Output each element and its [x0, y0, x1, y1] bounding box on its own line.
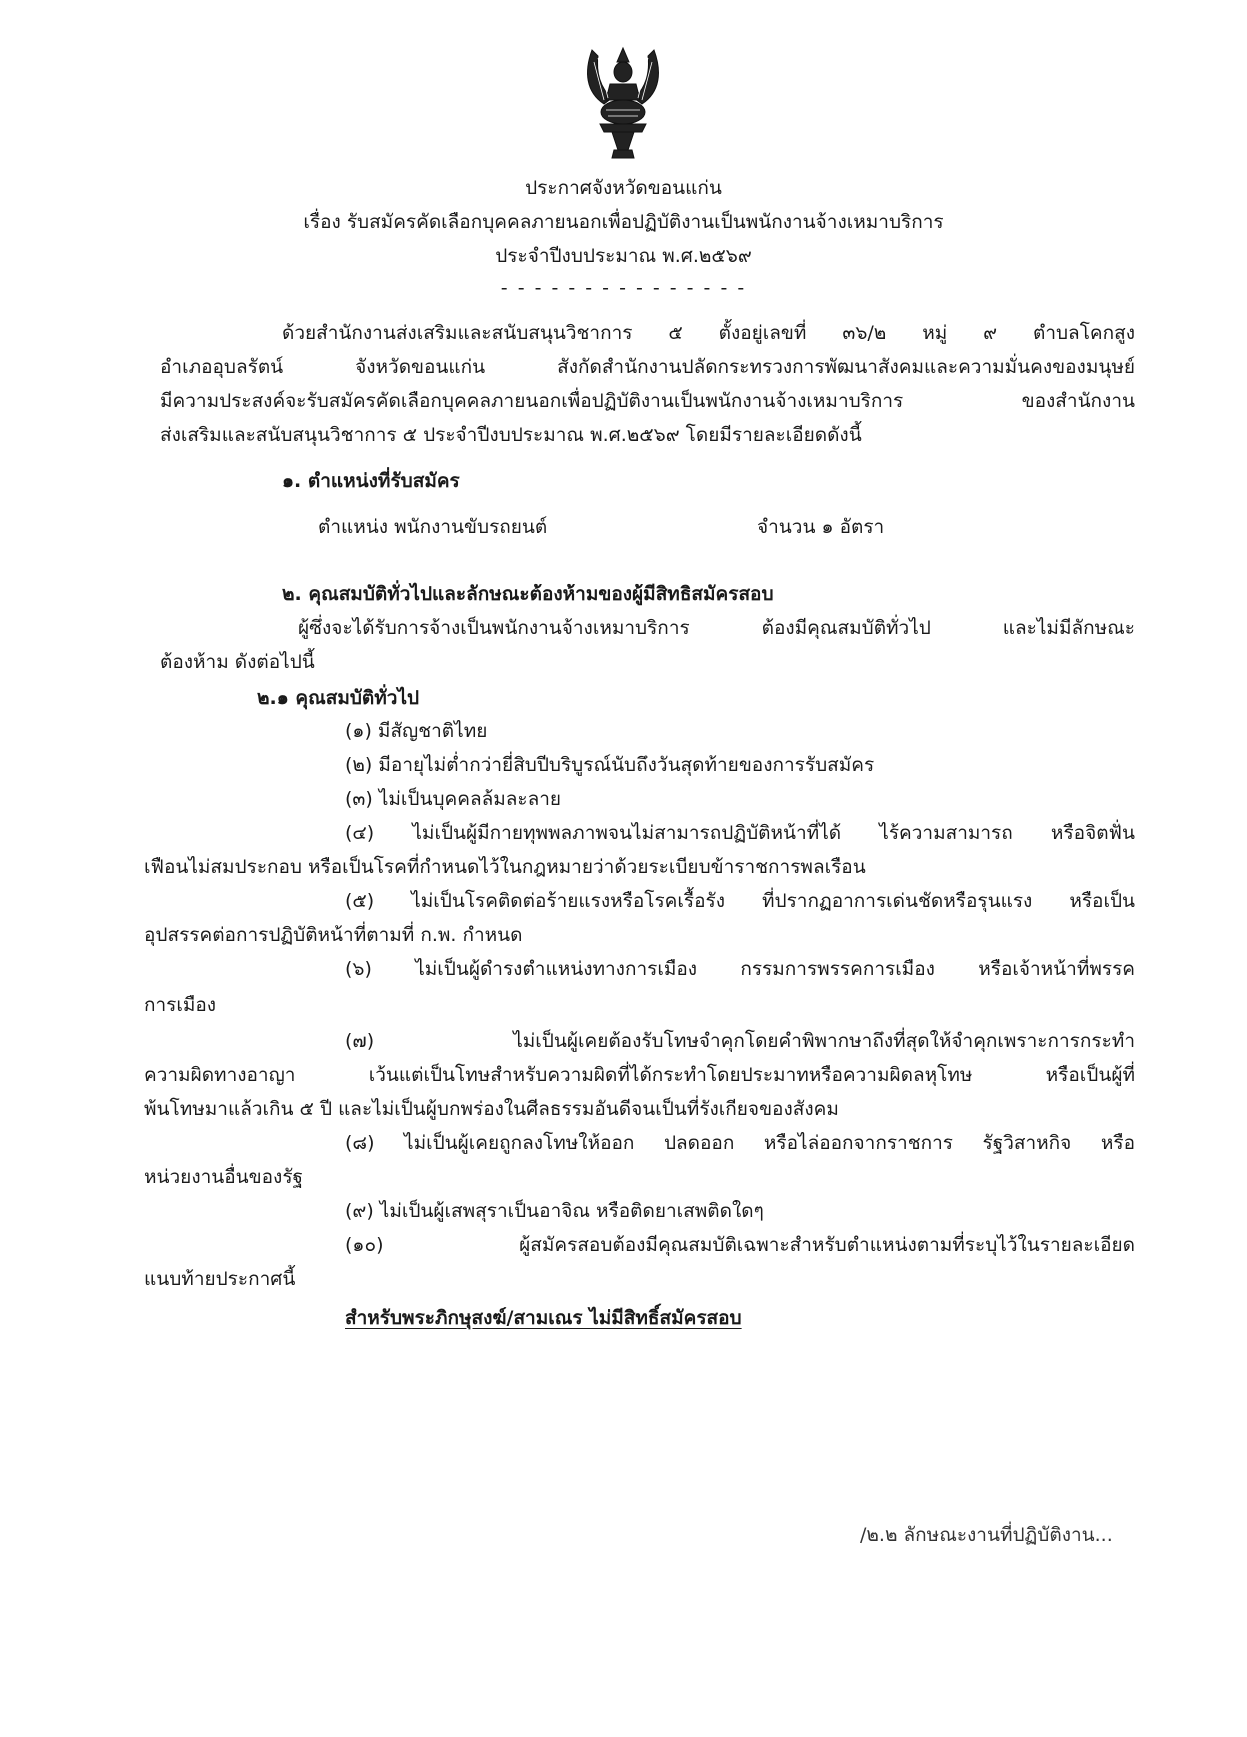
- intro-line-1: ด้วยสำนักงานส่งเสริมและสนับสนุนวิชาการ ๕ ตั้งอยู่เลขที่ ๓๖/๒ หมู่ ๙ ตำบลโคกสูง: [282, 322, 1135, 344]
- qualification-item-4: (๔) ไม่เป็นผู้มีกายทุพพลภาพจนไม่สามารถปฏิบัติหน้าที่ได้ ไร้ความสามารถ หรือจิตฟั่น: [345, 822, 1135, 844]
- intro-line-4: ส่งเสริมและสนับสนุนวิชาการ ๕ ประจำปีงบประมาณ พ.ศ.๒๕๖๙ โดยมีรายละเอียดดังนี้: [160, 424, 862, 446]
- qualification-item-9: (๙) ไม่เป็นผู้เสพสุราเป็นอาจิณ หรือติดยาเสพติดใดๆ: [345, 1200, 764, 1222]
- garuda-emblem-icon: [582, 42, 664, 160]
- qualification-item-3: (๓) ไม่เป็นบุคคลล้มละลาย: [345, 788, 562, 810]
- section-2-1-heading: ๒.๑ คุณสมบัติทั่วไป: [257, 687, 420, 709]
- section-2-intro-line-2: ต้องห้าม ดังต่อไปนี้: [160, 651, 315, 673]
- position-count: จำนวน ๑ อัตรา: [757, 516, 885, 538]
- qualification-item-2: (๒) มีอายุไม่ต่ำกว่ายี่สิบปีบริบูรณ์นับถึงวันสุดท้ายของการรับสมัคร: [345, 754, 875, 776]
- qualification-item-10: (๑๐) ผู้สมัครสอบต้องมีคุณสมบัติเฉพาะสำหรับตำแหน่งตามที่ระบุไว้ในรายละเอียด: [345, 1234, 1135, 1256]
- qualification-item-7: (๗) ไม่เป็นผู้เคยต้องรับโทษจำคุกโดยคำพิพากษาถึงที่สุดให้จำคุกเพราะการกระทำ: [345, 1030, 1135, 1052]
- intro-line-2: อำเภออุบลรัตน์ จังหวัดขอนแก่น สังกัดสำนักงานปลัดกระทรวงการพัฒนาสังคมและความมั่นคงของมนุษย์: [160, 356, 1135, 378]
- qualification-item-1: (๑) มีสัญชาติไทย: [345, 720, 488, 742]
- qualification-item-7-cont-2: พ้นโทษมาแล้วเกิน ๕ ปี และไม่เป็นผู้บกพร่องในศีลธรรมอันดีจนเป็นที่รังเกียจของสังคม: [144, 1098, 839, 1120]
- qualification-item-5-cont: อุปสรรคต่อการปฏิบัติหน้าที่ตามที่ ก.พ. กำหนด: [144, 924, 523, 946]
- announcement-subject: เรื่อง รับสมัครคัดเลือกบุคคลภายนอกเพื่อปฏิบัติงานเป็นพนักงานจ้างเหมาบริการ: [303, 211, 944, 233]
- intro-line-3: มีความประสงค์จะรับสมัครคัดเลือกบุคคลภายนอกเพื่อปฏิบัติงานเป็นพนักงานจ้างเหมาบริการ ของสำนักงาน: [160, 390, 1135, 412]
- position-name: ตำแหน่ง พนักงานขับรถยนต์: [318, 516, 548, 538]
- section-2-intro-line-1: ผู้ซึ่งจะได้รับการจ้างเป็นพนักงานจ้างเหมาบริการ ต้องมีคุณสมบัติทั่วไป และไม่มีลักษณะ: [298, 617, 1135, 639]
- scan-specks: [128, 72, 148, 122]
- qualification-item-6: (๖) ไม่เป็นผู้ดำรงตำแหน่งทางการเมือง กรรมการพรรคการเมือง หรือเจ้าหน้าที่พรรค: [345, 958, 1135, 980]
- announcement-title: ประกาศจังหวัดขอนแก่น: [525, 177, 722, 199]
- qualification-item-8-cont: หน่วยงานอื่นของรัฐ: [144, 1166, 304, 1188]
- section-2-heading: ๒. คุณสมบัติทั่วไปและลักษณะต้องห้ามของผู้มีสิทธิสมัครสอบ: [282, 583, 774, 605]
- section-1-heading: ๑. ตำแหน่งที่รับสมัคร: [282, 470, 460, 492]
- qualification-item-7-cont-1: ความผิดทางอาญา เว้นแต่เป็นโทษสำหรับความผิดที่ได้กระทำโดยประมาทหรือความผิดลหุโทษ หรือเป็นผู้ที่: [144, 1064, 1135, 1086]
- fiscal-year: ประจำปีงบประมาณ พ.ศ.๒๕๖๙: [495, 245, 752, 267]
- qualification-item-6-cont: การเมือง: [144, 994, 217, 1016]
- monk-notice: สำหรับพระภิกษุสงฆ์/สามเณร ไม่มีสิทธิ์สมัครสอบ: [345, 1307, 742, 1329]
- qualification-item-10-cont: แนบท้ายประกาศนี้: [144, 1268, 296, 1290]
- continuation-marker: /๒.๒ ลักษณะงานที่ปฏิบัติงาน...: [860, 1524, 1113, 1546]
- separator: - - - - - - - - - - - - - - -: [500, 277, 747, 299]
- qualification-item-8: (๘) ไม่เป็นผู้เคยถูกลงโทษให้ออก ปลดออก หรือไล่ออกจากราชการ รัฐวิสาหกิจ หรือ: [345, 1132, 1135, 1154]
- qualification-item-5: (๕) ไม่เป็นโรคติดต่อร้ายแรงหรือโรคเรื้อรัง ที่ปรากฏอาการเด่นชัดหรือรุนแรง หรือเป็น: [345, 890, 1135, 912]
- qualification-item-4-cont: เฟือนไม่สมประกอบ หรือเป็นโรคที่กำหนดไว้ในกฎหมายว่าด้วยระเบียบข้าราชการพลเรือน: [144, 856, 866, 878]
